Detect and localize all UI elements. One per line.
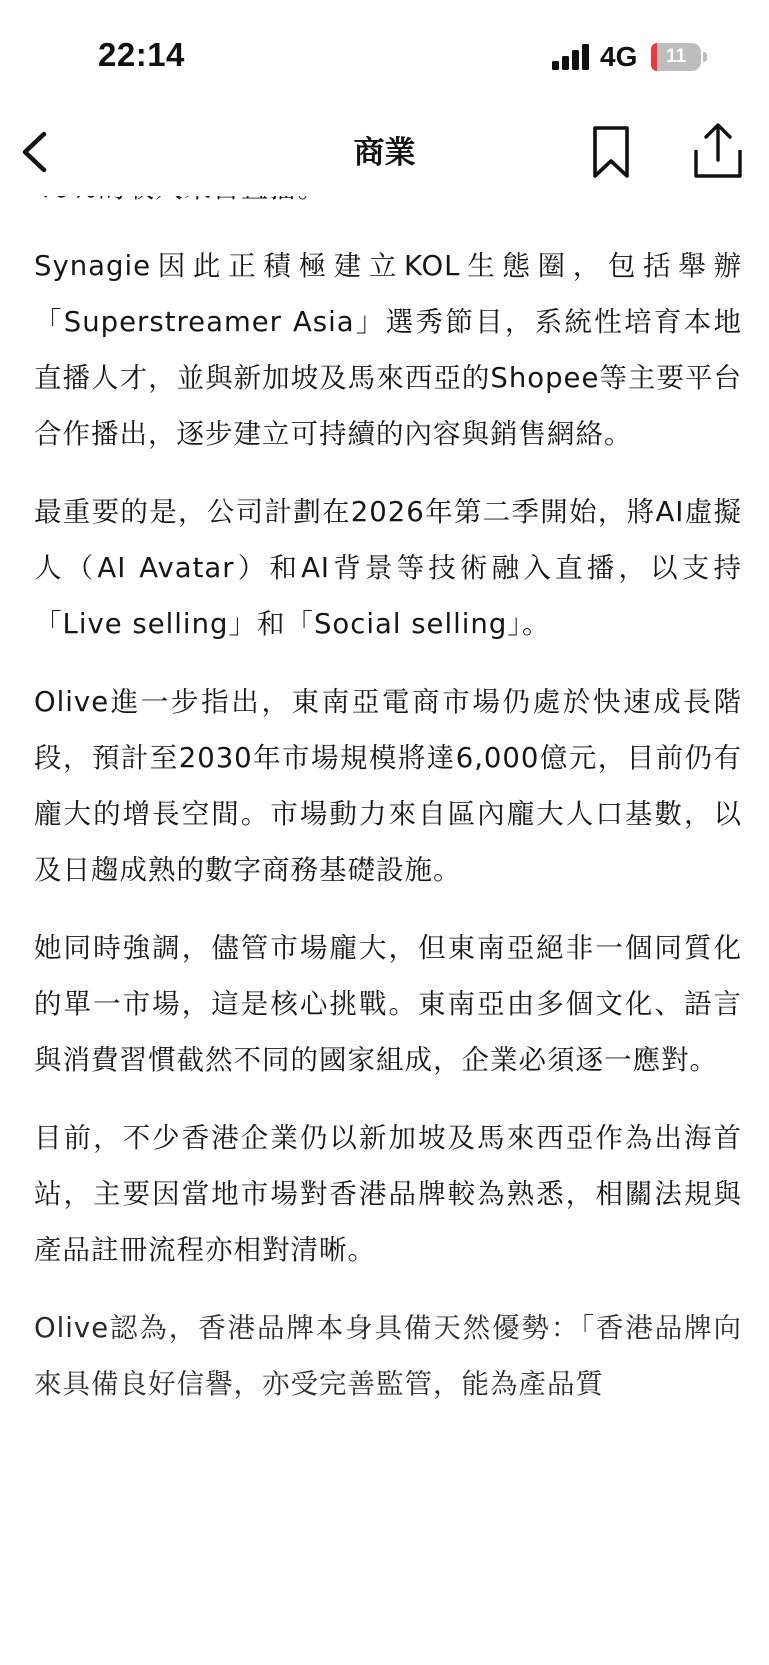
bookmark-icon [591, 124, 631, 180]
network-type: 4G [600, 41, 638, 72]
status-bar [0, 0, 769, 110]
article-scroll-area[interactable] [0, 196, 769, 1665]
article-paragraph: Synagie因此正積極建立KOL生態圈，包括舉辦「Superstreamer Asia」選秀節目，系統性培育本地直播人才，並與新加坡及馬來西亞的Shopee等主要平台合作播出，逐步建立可持續的內容與銷售網絡。 [34, 250, 742, 450]
battery-icon [651, 43, 707, 71]
back-button[interactable] [14, 128, 54, 176]
chevron-left-icon [20, 131, 48, 173]
article-paragraph: Olive認為，香港品牌本身具備天然優勢：「香港品牌向來具備良好信譽，亦受完善監管，能為產品質 [34, 1312, 742, 1400]
battery-tip [703, 52, 707, 62]
article-body [34, 160, 742, 1434]
article-paragraph: 最重要的是，公司計劃在2026年第二季開始，將AI虛擬人（AI Avatar）和AI背景等技術融入直播，以支持「Live selling」和「Social selling」。 [34, 496, 742, 640]
article-paragraph: 目前，不少香港企業仍以新加坡及馬來西亞作為出海首站，主要因當地市場對香港品牌較為熟悉，相關法規與產品註冊流程亦相對清晰。 [34, 1122, 742, 1266]
share-button[interactable] [693, 122, 743, 180]
status-time: 22:14 [98, 36, 185, 73]
bookmark-button[interactable] [591, 124, 631, 180]
article-paragraph: 她同時強調，儘管市場龐大，但東南亞絕非一個同質化的單一市場，這是核心挑戰。東南亞由多個文化、語言與消費習慣截然不同的國家組成，企業必須逐一應對。 [34, 932, 742, 1076]
page-title: 商業 [353, 135, 416, 171]
signal-icon [552, 44, 590, 70]
battery-percent: 11 [665, 46, 687, 67]
share-icon [693, 122, 743, 180]
nav-header [0, 110, 769, 196]
article-paragraph: Olive進一步指出，東南亞電商市場仍處於快速成長階段，預計至2030年市場規模將達6,000億元，目前仍有龐大的增長空間。市場動力來自區內龐大人口基數，以及日趨成熟的數字商務基礎設施。 [34, 686, 742, 886]
